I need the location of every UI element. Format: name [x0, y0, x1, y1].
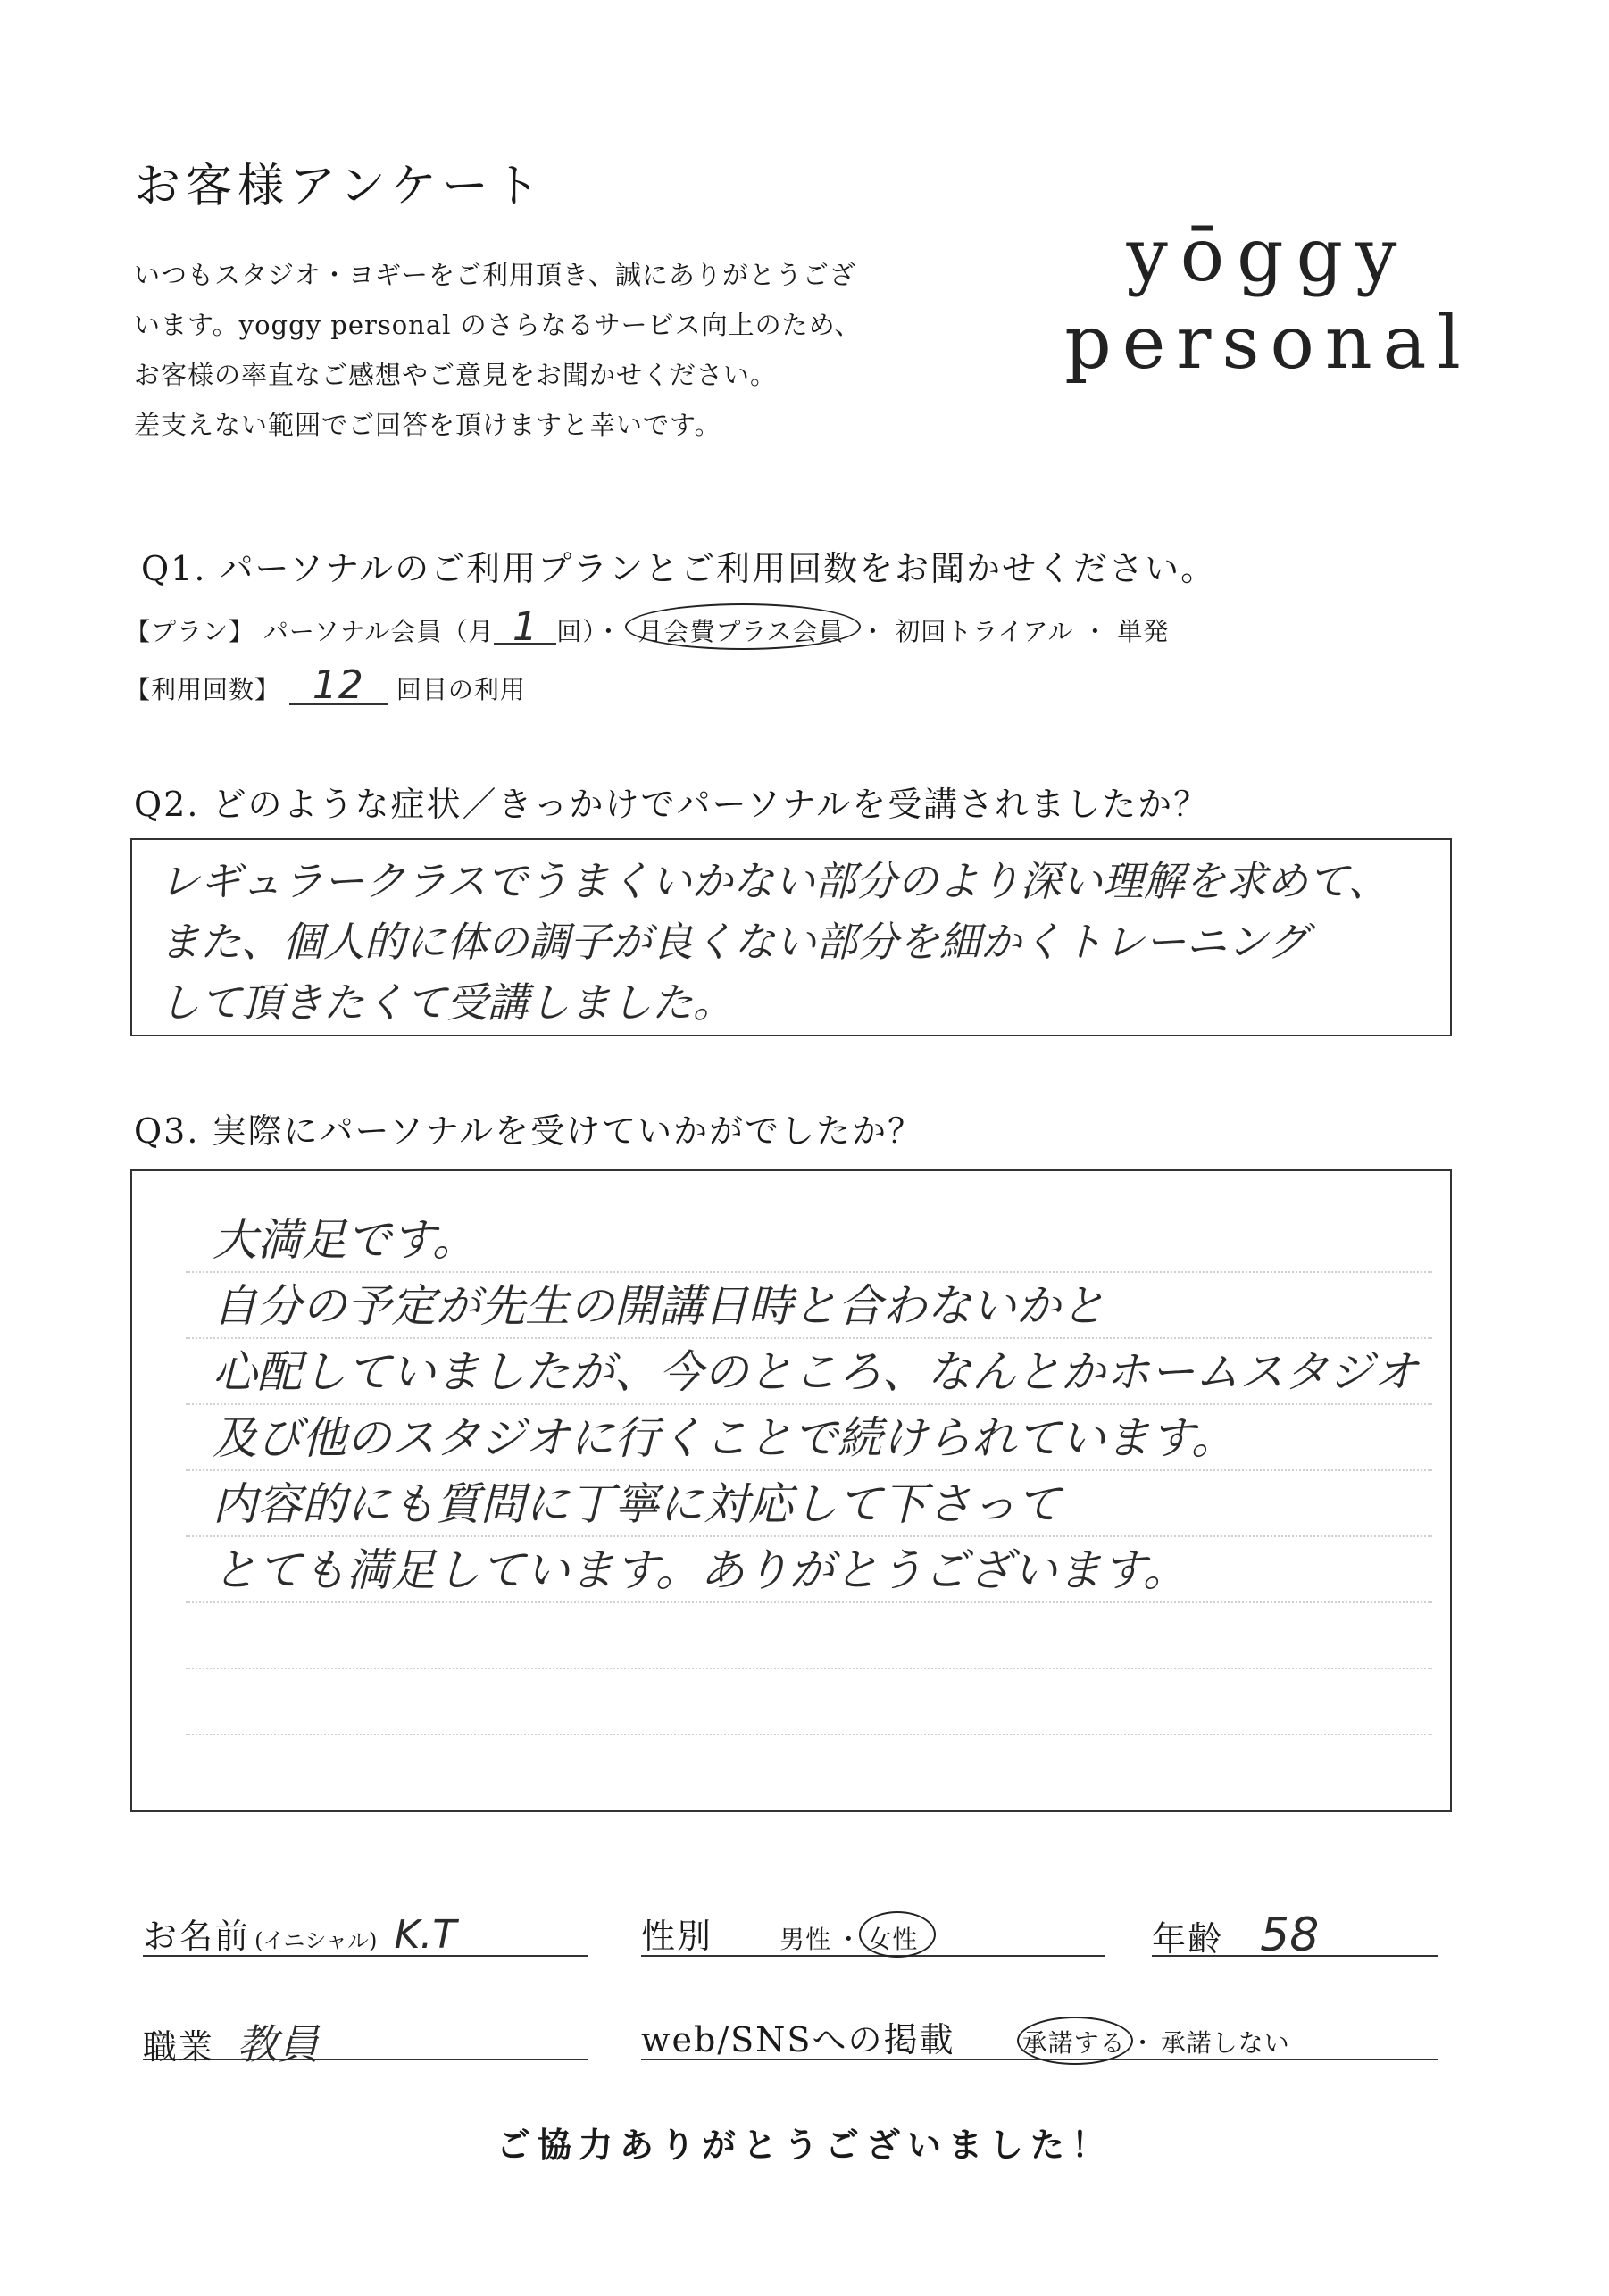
occupation-field[interactable]: [143, 2012, 588, 2068]
selected-circle-mark: [625, 603, 860, 650]
brand-logo: [1063, 212, 1473, 387]
q2-answer-box[interactable]: [130, 838, 1452, 1036]
name-field[interactable]: [143, 1909, 588, 1957]
age-value: 58: [1260, 1909, 1320, 1962]
answer-line: して頂きたくて受講しました。: [159, 978, 734, 1027]
plan-monthly-count[interactable]: 1: [494, 612, 556, 645]
plan-option-personal-post: 回）・: [556, 617, 622, 646]
name-hint: (イニシャル): [254, 1928, 378, 1953]
usage-count-value[interactable]: 12: [289, 668, 388, 705]
sns-option-decline[interactable]: 承諾しない: [1160, 2028, 1290, 2058]
sns-separator: ・: [1130, 2028, 1156, 2058]
q1-title: Q1. パーソナルのご利用プランとご利用回数をお聞かせください。: [141, 549, 1217, 588]
q2-title: Q2. どのような症状／きっかけでパーソナルを受講されましたか？: [134, 785, 1210, 824]
page-title: お客様アンケート: [134, 160, 546, 213]
age-field[interactable]: [1152, 1909, 1438, 1962]
intro-line: いつもスタジオ・ヨギーをご利用頂き、誠にありがとうござ: [134, 260, 856, 290]
plan-label: 【プラン】: [125, 617, 255, 646]
ruled-line: [186, 1668, 1432, 1669]
age-label: 年齢: [1152, 1919, 1224, 1959]
usage-count-label: 【利用回数】: [125, 675, 281, 704]
intro-line: います。yoggy personal のさらなるサービス向上のため、: [134, 310, 862, 340]
plan-option-personal-pre: パーソナル会員（月: [263, 617, 495, 646]
name-value: K.T: [394, 1912, 457, 1958]
answer-line: 大満足です。: [213, 1214, 477, 1266]
thank-you-message: ご協力ありがとうございました！: [496, 2125, 1113, 2165]
gender-label: 性別: [641, 1917, 713, 1956]
logo-line-1: yōggy: [1126, 213, 1410, 298]
q3-title: Q3. 実際にパーソナルを受けていかがでしたか？: [134, 1111, 924, 1151]
gender-field[interactable]: [641, 1909, 1105, 1957]
plan-option-other: ・ 初回トライアル ・ 単発: [860, 617, 1170, 646]
occupation-value: 教員: [237, 2020, 320, 2068]
answer-line: とても満足しています。ありがとうございます。: [213, 1544, 1188, 1596]
q3-answer: [213, 1207, 1418, 1603]
answer-line: レギュラークラスでうまくいかない部分のより深い理解を求めて、: [159, 857, 1389, 905]
gender-option-male[interactable]: 男性: [779, 1925, 832, 1954]
gender-option-female-label: 女性: [866, 1925, 919, 1954]
selected-circle-mark: [1017, 2017, 1133, 2065]
sns-option-accept[interactable]: [1022, 2024, 1126, 2059]
usage-count-row: [125, 662, 526, 708]
answer-line: また、個人的に体の調子が良くない部分を細かくトレーニング: [159, 918, 1309, 966]
logo-line-2: personal: [1064, 301, 1471, 386]
intro-text: [134, 250, 861, 450]
answer-line: 及び他のスタジオに行くことで続けられています。: [213, 1412, 1236, 1464]
occupation-label: 職業: [143, 2027, 215, 2067]
gender-option-female[interactable]: [866, 1920, 918, 1956]
plan-row: [125, 604, 1170, 650]
answer-line: 内容的にも質問に丁寧に対応して下さって: [213, 1478, 1061, 1530]
selected-circle-mark: [859, 1911, 936, 1958]
ruled-line: [186, 1734, 1432, 1735]
usage-count-suffix: 回目の利用: [396, 675, 526, 704]
plan-option-monthly-plus-label: 月会費プラス会員: [638, 617, 845, 646]
name-label: お名前: [143, 1917, 251, 1956]
intro-line: お客様の率直なご感想やご意見をお聞かせください。: [134, 360, 778, 390]
gender-separator: ・: [836, 1925, 863, 1954]
plan-option-monthly-plus[interactable]: [630, 612, 851, 648]
sns-consent-field[interactable]: [641, 2012, 1438, 2060]
answer-line: 自分の予定が先生の開講日時と合わないかと: [213, 1280, 1105, 1332]
sns-consent-label: web/SNSへの掲載: [641, 2020, 955, 2059]
sns-option-accept-label: 承諾する: [1021, 2028, 1126, 2058]
q2-answer: [159, 851, 1389, 1033]
answer-line: 心配していましたが、今のところ、なんとかホームスタジオ: [213, 1346, 1418, 1398]
q3-answer-box[interactable]: [130, 1169, 1452, 1812]
intro-line: 差支えない範囲でご回答を頂けますと幸いです。: [134, 410, 721, 440]
